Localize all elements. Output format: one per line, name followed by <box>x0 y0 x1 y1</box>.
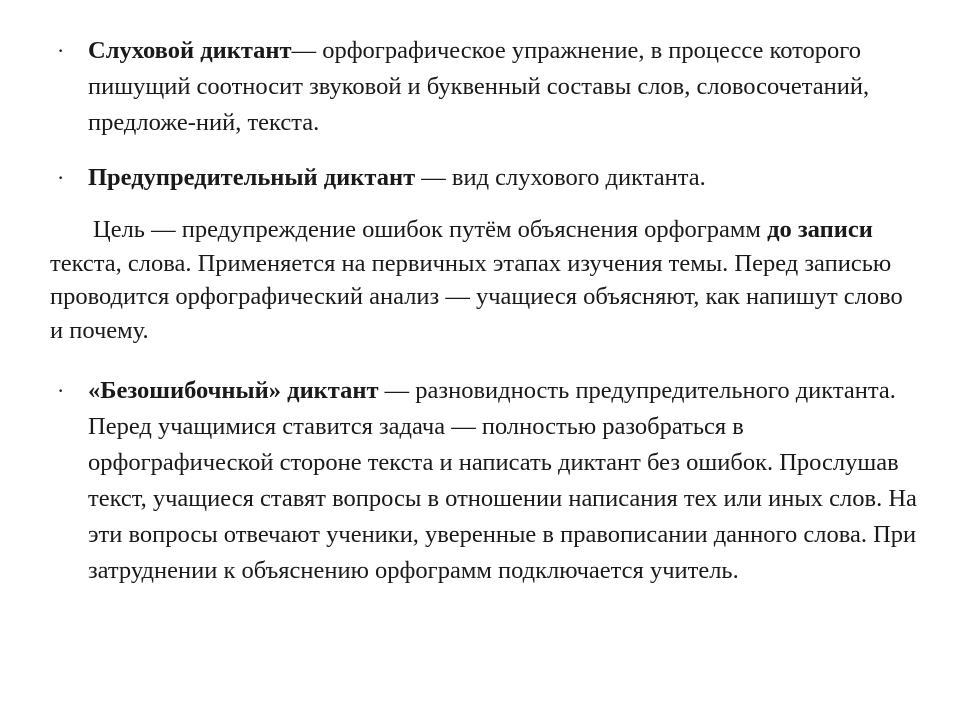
term-preventive-dictation: Предупредительный диктант <box>88 164 416 191</box>
definition-preventive-dictation: — вид слухового диктанта. <box>415 164 706 191</box>
bullet-item-auditory-dictation <box>57 33 918 141</box>
bullet-item-preventive-dictation <box>57 160 918 196</box>
paragraph-rest: текста, слова. Применяется на первичных этапах изучения темы. Перед записью проводится орфографический анализ — учащиеся объясняют, как напишут слово и почему. <box>50 249 903 344</box>
bullet-marker: · <box>57 378 65 403</box>
term-errorless-dictation: «Безошибочный» диктант <box>88 377 379 404</box>
definition-errorless-dictation: — разновидность предупредительного диктанта. Перед учащимися ставится задача — полностью разобраться в орфографической стороне текста и написать диктант без ошибок. Прослушав текст, учащиеся ставят вопросы в отношении написания тех или иных слов. На эти вопросы отвечают ученики, уверенные в правописании данного слова. При затруднении к объяснению орфограмм подключается учитель. <box>88 377 917 584</box>
bullet-marker: · <box>57 165 65 190</box>
definition-auditory-dictation: — орфографическое упражнение, в процессе которого пишущий соотносит звуковой и буквенный составы слов, словосочетаний, предложе-ний, текста. <box>88 37 870 136</box>
paragraph-purpose <box>50 213 920 347</box>
paragraph-lead: Цель — предупреждение ошибок путём объяснения орфограмм <box>93 216 768 243</box>
term-auditory-dictation: Слуховой диктант <box>88 37 292 64</box>
bullet-item-errorless-dictation <box>57 373 918 589</box>
paragraph-emphasis: до записи <box>767 216 873 243</box>
bullet-marker: · <box>57 38 65 63</box>
